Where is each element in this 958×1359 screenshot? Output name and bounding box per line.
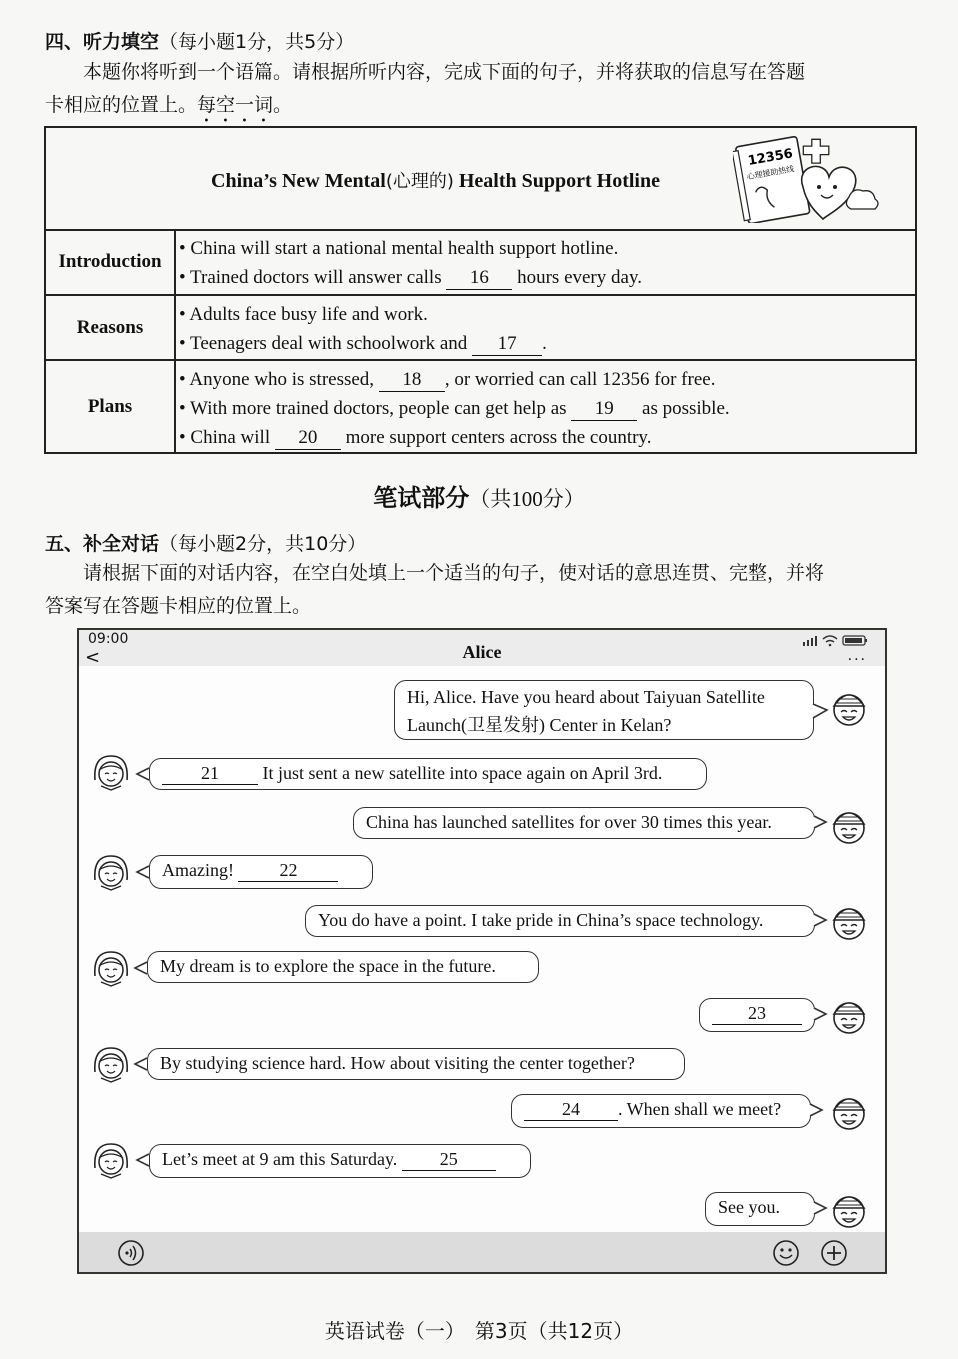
chat-bubble-4: Amazing! 22 <box>149 855 373 889</box>
blank-24[interactable]: 24 <box>524 1098 618 1121</box>
chat-bubble-1: Hi, Alice. Have you heard about Taiyuan Satellite Launch(卫星发射) Center in Kelan? <box>394 680 814 740</box>
chat-bubble-7 <box>699 998 815 1032</box>
section4-instructions: 本题你将听到一个语篇。请根据所听内容，完成下面的句子，并将获取的信息写在答题 卡相应的位置上。每空一词。 <box>45 61 806 116</box>
boy-avatar-icon <box>827 1090 871 1134</box>
voice-icon[interactable] <box>117 1239 145 1267</box>
chat-bubble-5: You do have a point. I take pride in China’s space technology. <box>305 905 815 937</box>
boy-avatar-icon <box>827 1188 871 1232</box>
chat-bubble-6: My dream is to explore the space in the future. <box>147 951 539 983</box>
blank-19[interactable]: 19 <box>571 398 637 421</box>
written-part-title: 笔试部分（共100分） <box>373 484 585 512</box>
girl-avatar-icon <box>89 1138 133 1182</box>
blank-25[interactable]: 25 <box>402 1148 496 1171</box>
emoji-icon[interactable] <box>772 1239 800 1267</box>
contact-name: Alice <box>462 642 502 662</box>
blank-20[interactable]: 20 <box>275 427 341 450</box>
chat-bubble-2: 21 It just sent a new satellite into space again on April 3rd. <box>149 758 707 790</box>
phone-chat-screen <box>77 628 887 1274</box>
chat-bubble-9: 24 . When shall we meet? <box>511 1094 811 1128</box>
girl-avatar-icon <box>89 1042 133 1086</box>
hotline-phone-heart-icon <box>733 131 883 223</box>
clock-time: 09:00 <box>88 631 129 647</box>
table-row-introduction: Introduction • China will start a national mental health support hotline. • Trained doctors will answer calls 16 hours every day. <box>46 229 915 296</box>
girl-avatar-icon <box>89 946 133 990</box>
input-bar <box>79 1232 885 1272</box>
table-row-plans: Plans • Anyone who is stressed, 18 , or worried can call 12356 for free. • With more trained doctors, people can get help as 19 as possible. • China will 20 more support centers across the country. <box>46 361 915 452</box>
signal-wifi-battery-icon <box>801 633 871 647</box>
boy-avatar-icon <box>827 900 871 944</box>
boy-avatar-icon <box>827 686 871 730</box>
plus-icon[interactable] <box>820 1239 848 1267</box>
table-title: China’s New Mental(心理的) Health Support Hotline <box>211 170 660 192</box>
blank-22[interactable]: 22 <box>238 859 338 882</box>
girl-avatar-icon <box>89 850 133 894</box>
chat-bubble-8: By studying science hard. How about visiting the center together? <box>147 1048 685 1080</box>
blank-16[interactable]: 16 <box>446 267 512 290</box>
table-row-reasons: Reasons • Adults face busy life and work. • Teenagers deal with schoolwork and 17 . <box>46 296 915 361</box>
svg-text:12356: 12356 <box>746 146 794 169</box>
blank-18[interactable]: 18 <box>379 369 445 392</box>
boy-avatar-icon <box>827 804 871 848</box>
more-options-button[interactable]: ... <box>847 648 867 664</box>
blank-23[interactable]: 23 <box>712 1002 802 1025</box>
back-button[interactable]: < <box>85 647 101 668</box>
svg-text:心理援助热线: 心理援助热线 <box>746 164 795 182</box>
blank-21[interactable]: 21 <box>162 762 258 785</box>
section5-title: 五、补全对话（每小题2分，共10分） <box>45 533 367 555</box>
status-bar <box>79 630 885 666</box>
page-footer: 英语试卷（一） 第3页（共12页） <box>324 1319 634 1343</box>
chat-bubble-11: See you. <box>705 1192 815 1226</box>
girl-avatar-icon <box>89 750 133 794</box>
boy-avatar-icon <box>827 994 871 1038</box>
chat-bubble-10: Let’s meet at 9 am this Saturday. 25 <box>149 1144 531 1178</box>
blank-17[interactable]: 17 <box>472 333 542 356</box>
section5-instructions: 请根据下面的对话内容，在空白处填上一个适当的句子，使对话的意思连贯、完整，并将 答案写在答题卡相应的位置上。 <box>45 562 825 617</box>
section4-title: 四、听力填空（每小题1分，共5分） <box>45 31 355 53</box>
chat-bubble-3: China has launched satellites for over 30 times this year. <box>353 807 815 839</box>
